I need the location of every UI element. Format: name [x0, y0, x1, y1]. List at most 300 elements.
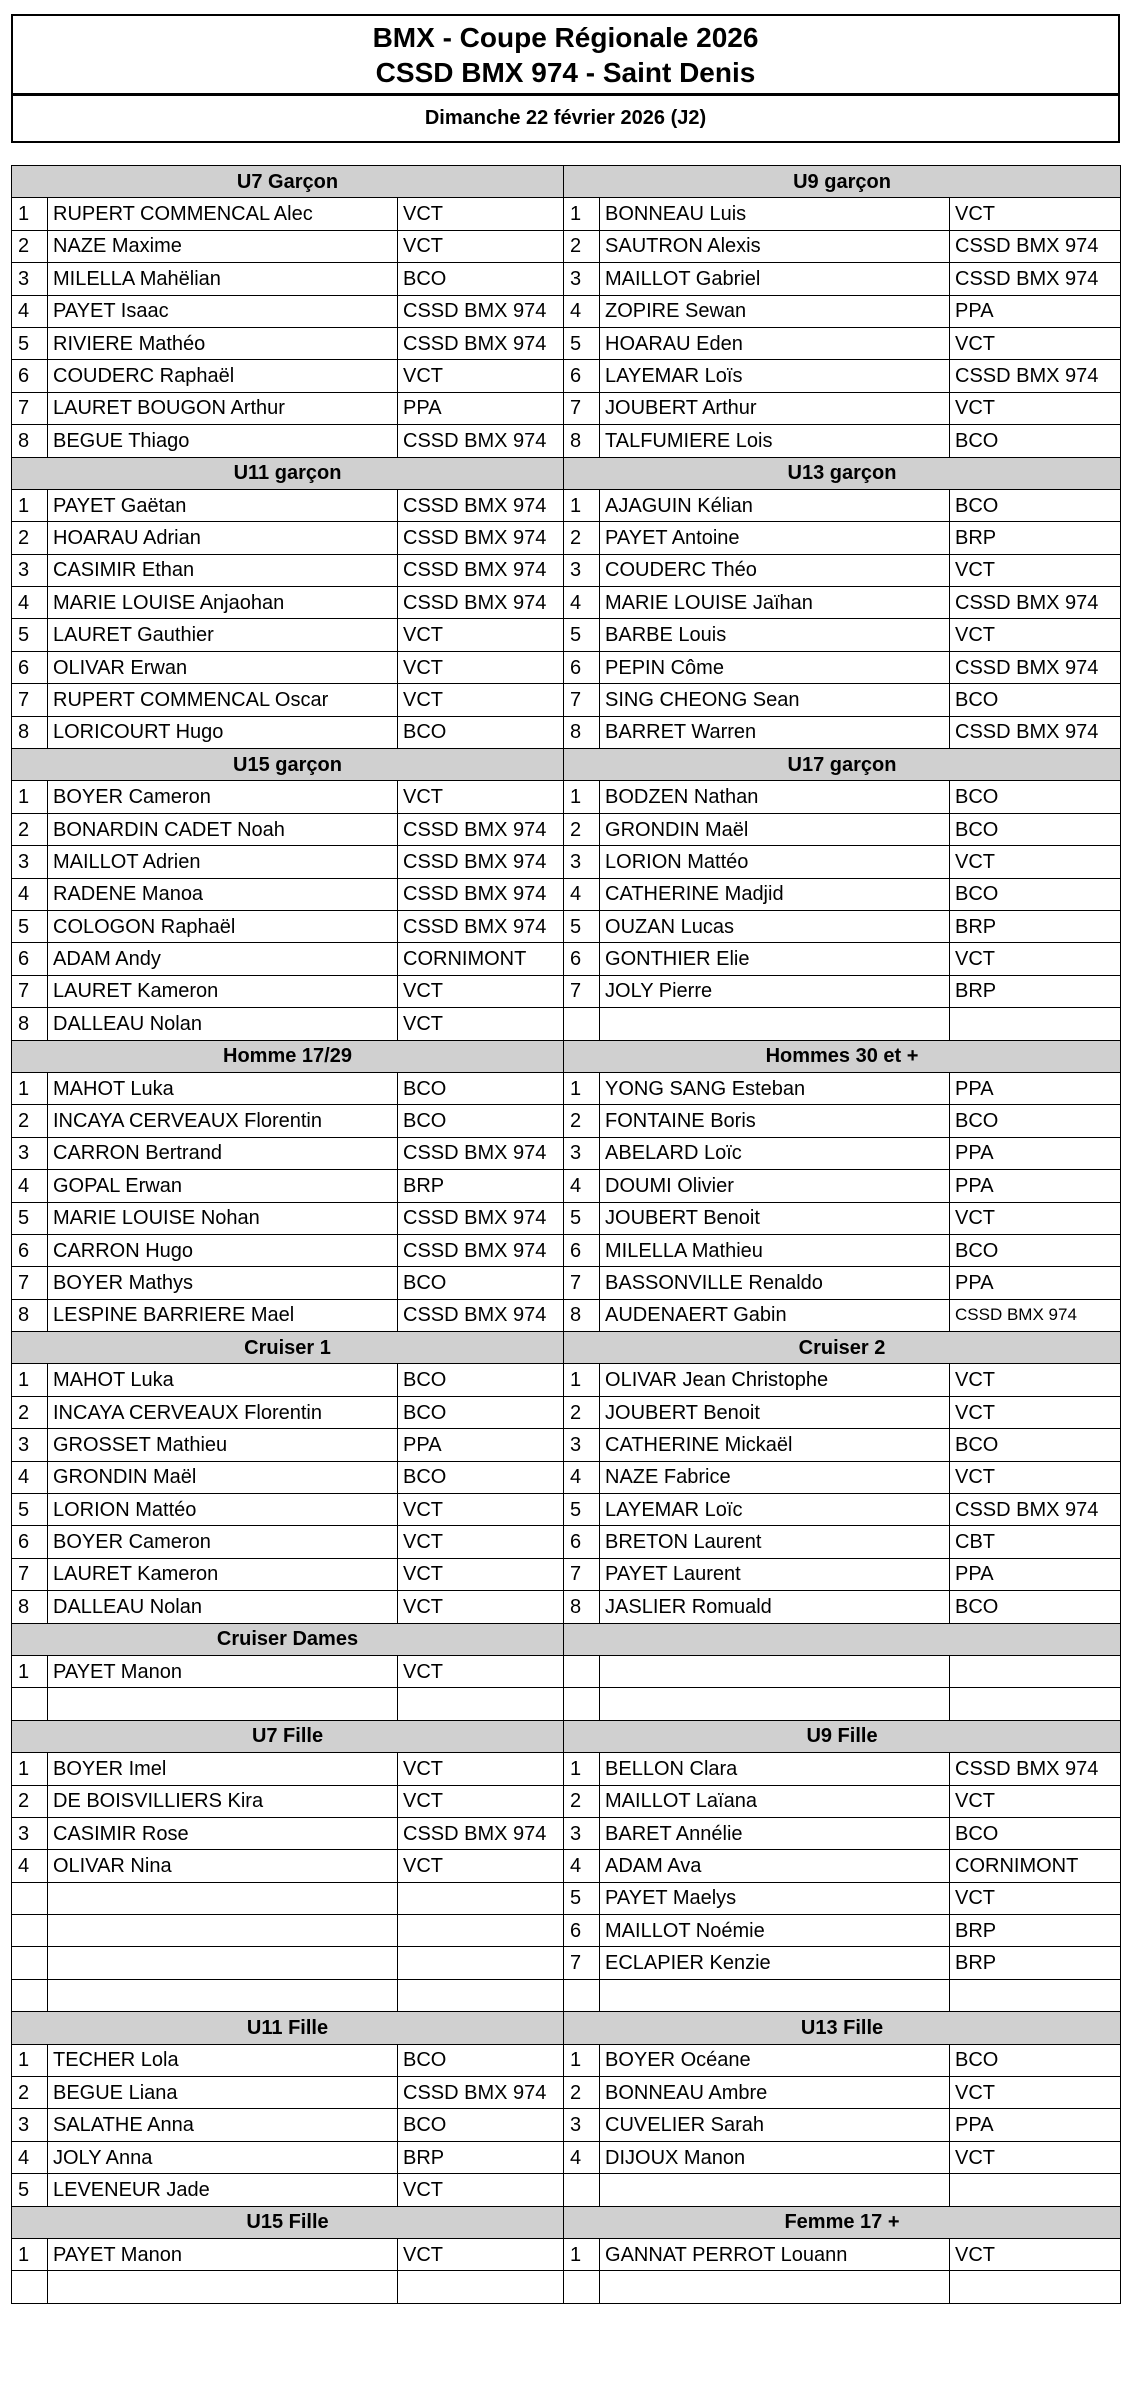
club-cell: CSSD BMX 974 — [950, 651, 1121, 683]
rank-cell: 6 — [564, 943, 600, 975]
rank-cell: 1 — [12, 781, 48, 813]
rank-cell: 6 — [564, 651, 600, 683]
rider-name-cell: RIVIERE Mathéo — [48, 327, 398, 359]
rider-name-cell: MAILLOT Noémie — [600, 1915, 950, 1947]
table-row — [12, 684, 1121, 716]
club-cell: PPA — [950, 1170, 1121, 1202]
rank-cell: 4 — [564, 1850, 600, 1882]
rider-name-cell: BEGUE Liana — [48, 2077, 398, 2109]
rank-cell: 7 — [564, 684, 600, 716]
rider-name-cell — [48, 1979, 398, 2011]
rank-cell: 5 — [564, 619, 600, 651]
rank-cell: 2 — [12, 522, 48, 554]
club-cell: VCT — [950, 943, 1121, 975]
club-cell: VCT — [398, 1753, 564, 1785]
rank-cell: 6 — [12, 943, 48, 975]
category-header-row — [12, 166, 1121, 198]
table-row — [12, 1105, 1121, 1137]
table-row — [12, 230, 1121, 262]
rank-cell — [12, 1979, 48, 2011]
rider-name-cell: INCAYA CERVEAUX Florentin — [48, 1105, 398, 1137]
rider-name-cell: CATHERINE Mickaël — [600, 1429, 950, 1461]
rank-cell: 2 — [564, 2077, 600, 2109]
rider-name-cell: LEVENEUR Jade — [48, 2174, 398, 2206]
table-row — [12, 2109, 1121, 2141]
rider-name-cell: ABELARD Loïc — [600, 1137, 950, 1169]
rider-name-cell: CARRON Hugo — [48, 1234, 398, 1266]
club-cell: VCT — [398, 975, 564, 1007]
rider-name-cell: CASIMIR Ethan — [48, 554, 398, 586]
club-cell: CSSD BMX 974 — [398, 846, 564, 878]
rank-cell: 3 — [12, 554, 48, 586]
rank-cell: 3 — [564, 1817, 600, 1849]
table-row — [12, 1364, 1121, 1396]
table-row — [12, 1882, 1121, 1914]
rank-cell: 7 — [564, 1558, 600, 1590]
club-cell: PPA — [950, 1137, 1121, 1169]
rank-cell: 2 — [564, 813, 600, 845]
rank-cell: 4 — [564, 2141, 600, 2173]
club-cell: VCT — [950, 619, 1121, 651]
rank-cell: 8 — [12, 1008, 48, 1040]
table-row — [12, 1591, 1121, 1623]
rank-cell: 5 — [564, 1494, 600, 1526]
club-cell: PPA — [950, 1558, 1121, 1590]
rank-cell: 3 — [564, 263, 600, 295]
club-cell: BCO — [950, 684, 1121, 716]
table-row — [12, 2141, 1121, 2173]
rank-cell: 7 — [564, 1267, 600, 1299]
club-cell: BCO — [950, 1429, 1121, 1461]
rider-name-cell — [48, 1947, 398, 1979]
rider-name-cell: ADAM Andy — [48, 943, 398, 975]
rider-name-cell: BOYER Mathys — [48, 1267, 398, 1299]
club-cell: PPA — [950, 1267, 1121, 1299]
table-row — [12, 1915, 1121, 1947]
club-cell: CSSD BMX 974 — [398, 2077, 564, 2109]
rank-cell: 7 — [12, 392, 48, 424]
rank-cell: 2 — [564, 1785, 600, 1817]
rank-cell: 8 — [12, 425, 48, 457]
rank-cell: 6 — [12, 1234, 48, 1266]
rider-name-cell: LAURET BOUGON Arthur — [48, 392, 398, 424]
rank-cell: 3 — [564, 1137, 600, 1169]
club-cell: BCO — [398, 1461, 564, 1493]
rank-cell: 3 — [564, 846, 600, 878]
rider-name-cell: GONTHIER Elie — [600, 943, 950, 975]
rank-cell: 2 — [564, 1396, 600, 1428]
rider-name-cell: MAHOT Luka — [48, 1072, 398, 1104]
category-title: Cruiser Dames — [12, 1623, 564, 1655]
rank-cell: 8 — [564, 1591, 600, 1623]
rank-cell: 1 — [564, 198, 600, 230]
club-cell — [950, 1008, 1121, 1040]
club-cell — [398, 1915, 564, 1947]
club-cell: CSSD BMX 974 — [398, 910, 564, 942]
rank-cell — [12, 1688, 48, 1720]
club-cell: BRP — [950, 1915, 1121, 1947]
rank-cell — [12, 1882, 48, 1914]
rank-cell: 2 — [564, 1105, 600, 1137]
rider-name-cell: GANNAT PERROT Louann — [600, 2239, 950, 2271]
rider-name-cell: LORICOURT Hugo — [48, 716, 398, 748]
rank-cell: 4 — [564, 878, 600, 910]
rider-name-cell: BODZEN Nathan — [600, 781, 950, 813]
club-cell: VCT — [950, 2239, 1121, 2271]
rider-name-cell: DE BOISVILLIERS Kira — [48, 1785, 398, 1817]
rider-name-cell: PAYET Manon — [48, 2239, 398, 2271]
club-cell: VCT — [398, 1008, 564, 1040]
table-row — [12, 1396, 1121, 1428]
rank-cell: 4 — [12, 1461, 48, 1493]
rank-cell: 4 — [12, 1850, 48, 1882]
rider-name-cell: DIJOUX Manon — [600, 2141, 950, 2173]
rank-cell: 4 — [12, 295, 48, 327]
club-cell: CSSD BMX 974 — [398, 1299, 564, 1331]
rank-cell: 5 — [12, 1494, 48, 1526]
rider-name-cell: GOPAL Erwan — [48, 1170, 398, 1202]
rider-name-cell: OLIVAR Erwan — [48, 651, 398, 683]
club-cell: VCT — [398, 1785, 564, 1817]
table-row — [12, 846, 1121, 878]
club-cell: PPA — [398, 1429, 564, 1461]
rider-name-cell — [600, 1655, 950, 1687]
club-cell: CSSD BMX 974 — [398, 1234, 564, 1266]
rider-name-cell: CATHERINE Madjid — [600, 878, 950, 910]
rider-name-cell: GRONDIN Maël — [600, 813, 950, 845]
club-cell: CSSD BMX 974 — [398, 425, 564, 457]
rider-name-cell: LAYEMAR Loïs — [600, 360, 950, 392]
rank-cell: 3 — [12, 1429, 48, 1461]
club-cell: CSSD BMX 974 — [398, 878, 564, 910]
table-row — [12, 295, 1121, 327]
rider-name-cell: ZOPIRE Sewan — [600, 295, 950, 327]
rank-cell: 5 — [12, 327, 48, 359]
rank-cell: 1 — [564, 489, 600, 521]
rider-name-cell: MARIE LOUISE Nohan — [48, 1202, 398, 1234]
rider-name-cell: INCAYA CERVEAUX Florentin — [48, 1396, 398, 1428]
table-row — [12, 263, 1121, 295]
rider-name-cell: COLOGON Raphaël — [48, 910, 398, 942]
rider-name-cell: JOUBERT Arthur — [600, 392, 950, 424]
category-title: Femme 17 + — [564, 2206, 1121, 2238]
category-header-row — [12, 1040, 1121, 1072]
rank-cell — [12, 1915, 48, 1947]
rider-name-cell: PEPIN Côme — [600, 651, 950, 683]
category-title: U15 Fille — [12, 2206, 564, 2238]
rider-name-cell: BONARDIN CADET Noah — [48, 813, 398, 845]
club-cell: VCT — [950, 1461, 1121, 1493]
rider-name-cell: JOUBERT Benoit — [600, 1202, 950, 1234]
category-header-row — [12, 457, 1121, 489]
rider-name-cell: RUPERT COMMENCAL Oscar — [48, 684, 398, 716]
rider-name-cell: LAURET Kameron — [48, 975, 398, 1007]
rider-name-cell: MAILLOT Laïana — [600, 1785, 950, 1817]
table-row — [12, 716, 1121, 748]
club-cell: VCT — [398, 651, 564, 683]
club-cell: CSSD BMX 974 — [398, 327, 564, 359]
club-cell: BRP — [950, 1947, 1121, 1979]
category-title: U7 Garçon — [12, 166, 564, 198]
club-cell: CSSD BMX 974 — [950, 1753, 1121, 1785]
club-cell: BCO — [398, 2109, 564, 2141]
rank-cell: 6 — [564, 360, 600, 392]
table-row — [12, 2044, 1121, 2076]
club-cell: VCT — [398, 781, 564, 813]
category-title: U13 garçon — [564, 457, 1121, 489]
rider-name-cell: AUDENAERT Gabin — [600, 1299, 950, 1331]
rider-name-cell: BOYER Imel — [48, 1753, 398, 1785]
category-header-row — [12, 749, 1121, 781]
rider-name-cell: RADENE Manoa — [48, 878, 398, 910]
rank-cell: 7 — [12, 1267, 48, 1299]
table-row — [12, 392, 1121, 424]
rank-cell: 5 — [564, 1202, 600, 1234]
rider-name-cell: MILELLA Mahëlian — [48, 263, 398, 295]
rider-name-cell: BOYER Océane — [600, 2044, 950, 2076]
rider-name-cell: MARIE LOUISE Anjaohan — [48, 587, 398, 619]
club-cell: PPA — [950, 295, 1121, 327]
rider-name-cell: OLIVAR Nina — [48, 1850, 398, 1882]
rank-cell: 4 — [12, 1170, 48, 1202]
rank-cell: 8 — [12, 1591, 48, 1623]
rank-cell — [564, 2271, 600, 2303]
rank-cell: 2 — [12, 813, 48, 845]
rank-cell: 1 — [12, 489, 48, 521]
table-row — [12, 1688, 1121, 1720]
rank-cell: 4 — [564, 295, 600, 327]
rank-cell — [12, 1947, 48, 1979]
club-cell: BCO — [398, 716, 564, 748]
rider-name-cell: NAZE Fabrice — [600, 1461, 950, 1493]
rank-cell: 4 — [12, 878, 48, 910]
club-cell: BCO — [950, 489, 1121, 521]
category-header-row — [12, 1720, 1121, 1752]
table-row — [12, 1494, 1121, 1526]
table-row — [12, 1947, 1121, 1979]
club-cell: BCO — [950, 425, 1121, 457]
club-cell: BCO — [950, 1234, 1121, 1266]
club-cell — [398, 1947, 564, 1979]
rank-cell: 3 — [12, 846, 48, 878]
rider-name-cell: ECLAPIER Kenzie — [600, 1947, 950, 1979]
rider-name-cell: JOUBERT Benoit — [600, 1396, 950, 1428]
club-cell: VCT — [398, 2174, 564, 2206]
table-row — [12, 522, 1121, 554]
table-row — [12, 1008, 1121, 1040]
rider-name-cell: GRONDIN Maël — [48, 1461, 398, 1493]
table-row — [12, 1299, 1121, 1331]
rider-name-cell: AJAGUIN Kélian — [600, 489, 950, 521]
club-cell: VCT — [398, 198, 564, 230]
rider-name-cell: LAURET Kameron — [48, 1558, 398, 1590]
rider-name-cell: SAUTRON Alexis — [600, 230, 950, 262]
rank-cell: 7 — [12, 684, 48, 716]
club-cell: PPA — [398, 392, 564, 424]
club-cell: BRP — [950, 522, 1121, 554]
club-cell: BRP — [398, 1170, 564, 1202]
rider-name-cell: HOARAU Eden — [600, 327, 950, 359]
rider-name-cell: OLIVAR Jean Christophe — [600, 1364, 950, 1396]
club-cell: BCO — [950, 1591, 1121, 1623]
rider-name-cell — [600, 1979, 950, 2011]
table-row — [12, 1753, 1121, 1785]
rank-cell: 4 — [12, 2141, 48, 2173]
rank-cell — [564, 1008, 600, 1040]
club-cell: VCT — [950, 1396, 1121, 1428]
club-cell: BCO — [950, 781, 1121, 813]
table-row — [12, 198, 1121, 230]
rank-cell: 2 — [564, 522, 600, 554]
club-cell: VCT — [950, 2077, 1121, 2109]
rider-name-cell: RUPERT COMMENCAL Alec — [48, 198, 398, 230]
rank-cell: 6 — [564, 1234, 600, 1266]
category-header-row — [12, 2012, 1121, 2044]
rider-name-cell — [600, 2271, 950, 2303]
club-cell: BRP — [398, 2141, 564, 2173]
rider-name-cell: BOYER Cameron — [48, 1526, 398, 1558]
club-cell: VCT — [950, 554, 1121, 586]
rider-name-cell: COUDERC Théo — [600, 554, 950, 586]
rank-cell: 4 — [564, 1170, 600, 1202]
club-cell: VCT — [950, 1785, 1121, 1817]
rider-name-cell: DALLEAU Nolan — [48, 1008, 398, 1040]
club-cell: VCT — [950, 846, 1121, 878]
category-title: U15 garçon — [12, 749, 564, 781]
club-cell — [950, 2271, 1121, 2303]
club-cell: BCO — [950, 878, 1121, 910]
rank-cell — [12, 2271, 48, 2303]
rider-name-cell: JASLIER Romuald — [600, 1591, 950, 1623]
club-cell: VCT — [398, 360, 564, 392]
rider-name-cell: LESPINE BARRIERE Mael — [48, 1299, 398, 1331]
club-cell: CSSD BMX 974 — [398, 1202, 564, 1234]
rank-cell: 1 — [12, 1072, 48, 1104]
rank-cell: 6 — [12, 360, 48, 392]
rank-cell: 5 — [12, 910, 48, 942]
club-cell: CORNIMONT — [950, 1850, 1121, 1882]
club-cell: VCT — [950, 2141, 1121, 2173]
club-cell: VCT — [398, 684, 564, 716]
table-row — [12, 1785, 1121, 1817]
rank-cell: 5 — [12, 1202, 48, 1234]
rider-name-cell: BONNEAU Ambre — [600, 2077, 950, 2109]
rank-cell: 2 — [12, 1396, 48, 1428]
category-title: U13 Fille — [564, 2012, 1121, 2044]
table-row — [12, 878, 1121, 910]
rank-cell: 1 — [12, 2239, 48, 2271]
rank-cell: 8 — [12, 1299, 48, 1331]
club-cell: VCT — [398, 230, 564, 262]
rider-name-cell: MAHOT Luka — [48, 1364, 398, 1396]
table-row — [12, 1137, 1121, 1169]
rank-cell: 7 — [12, 1558, 48, 1590]
club-cell: BRP — [950, 910, 1121, 942]
table-row — [12, 781, 1121, 813]
title-box — [11, 14, 1120, 95]
table-row — [12, 1655, 1121, 1687]
club-cell: CSSD BMX 974 — [950, 1299, 1121, 1331]
category-title: Hommes 30 et + — [564, 1040, 1121, 1072]
table-row — [12, 1979, 1121, 2011]
club-cell: CSSD BMX 974 — [950, 360, 1121, 392]
results-table — [11, 165, 1121, 2304]
table-row — [12, 2174, 1121, 2206]
rider-name-cell: CUVELIER Sarah — [600, 2109, 950, 2141]
category-title: U11 Fille — [12, 2012, 564, 2044]
rider-name-cell — [600, 2174, 950, 2206]
rider-name-cell: CASIMIR Rose — [48, 1817, 398, 1849]
table-row — [12, 2077, 1121, 2109]
club-cell: CSSD BMX 974 — [398, 1137, 564, 1169]
rider-name-cell: BELLON Clara — [600, 1753, 950, 1785]
rider-name-cell: PAYET Gaëtan — [48, 489, 398, 521]
club-cell: CSSD BMX 974 — [398, 522, 564, 554]
rank-cell: 3 — [12, 2109, 48, 2141]
rider-name-cell: GROSSET Mathieu — [48, 1429, 398, 1461]
club-cell: VCT — [398, 1526, 564, 1558]
table-row — [12, 1526, 1121, 1558]
rank-cell: 8 — [564, 425, 600, 457]
club-cell: BCO — [950, 813, 1121, 845]
rider-name-cell: BASSONVILLE Renaldo — [600, 1267, 950, 1299]
table-row — [12, 489, 1121, 521]
club-cell — [950, 1979, 1121, 2011]
club-cell: BCO — [398, 1364, 564, 1396]
rider-name-cell: PAYET Antoine — [600, 522, 950, 554]
table-row — [12, 554, 1121, 586]
event-title: BMX - Coupe Régionale 2026 — [372, 22, 759, 53]
club-cell: PPA — [950, 1072, 1121, 1104]
rider-name-cell: BRETON Laurent — [600, 1526, 950, 1558]
rank-cell: 7 — [564, 975, 600, 1007]
rider-name-cell: HOARAU Adrian — [48, 522, 398, 554]
table-row — [12, 910, 1121, 942]
club-cell: BCO — [398, 1072, 564, 1104]
club-cell: CSSD BMX 974 — [398, 587, 564, 619]
rank-cell: 8 — [564, 716, 600, 748]
table-row — [12, 1461, 1121, 1493]
club-cell: VCT — [950, 198, 1121, 230]
rank-cell — [564, 1655, 600, 1687]
club-cell — [950, 2174, 1121, 2206]
rider-name-cell: DOUMI Olivier — [600, 1170, 950, 1202]
category-title: U9 Fille — [564, 1720, 1121, 1752]
rank-cell: 6 — [12, 1526, 48, 1558]
table-row — [12, 2239, 1121, 2271]
club-cell: BCO — [398, 1267, 564, 1299]
club-cell — [950, 1655, 1121, 1687]
rank-cell: 1 — [564, 1753, 600, 1785]
club-cell: VCT — [398, 1494, 564, 1526]
club-cell: CSSD BMX 974 — [398, 813, 564, 845]
rider-name-cell: YONG SANG Esteban — [600, 1072, 950, 1104]
rider-name-cell — [48, 2271, 398, 2303]
rank-cell: 8 — [12, 716, 48, 748]
rider-name-cell: FONTAINE Boris — [600, 1105, 950, 1137]
rider-name-cell: CARRON Bertrand — [48, 1137, 398, 1169]
table-row — [12, 425, 1121, 457]
club-cell: VCT — [398, 619, 564, 651]
rank-cell — [564, 1688, 600, 1720]
event-date: Dimanche 22 février 2026 (J2) — [11, 94, 1120, 143]
rider-name-cell: SING CHEONG Sean — [600, 684, 950, 716]
event-venue: CSSD BMX 974 - Saint Denis — [375, 57, 756, 88]
rider-name-cell: TALFUMIERE Lois — [600, 425, 950, 457]
rider-name-cell: TECHER Lola — [48, 2044, 398, 2076]
rank-cell: 6 — [564, 1915, 600, 1947]
rider-name-cell: SALATHE Anna — [48, 2109, 398, 2141]
